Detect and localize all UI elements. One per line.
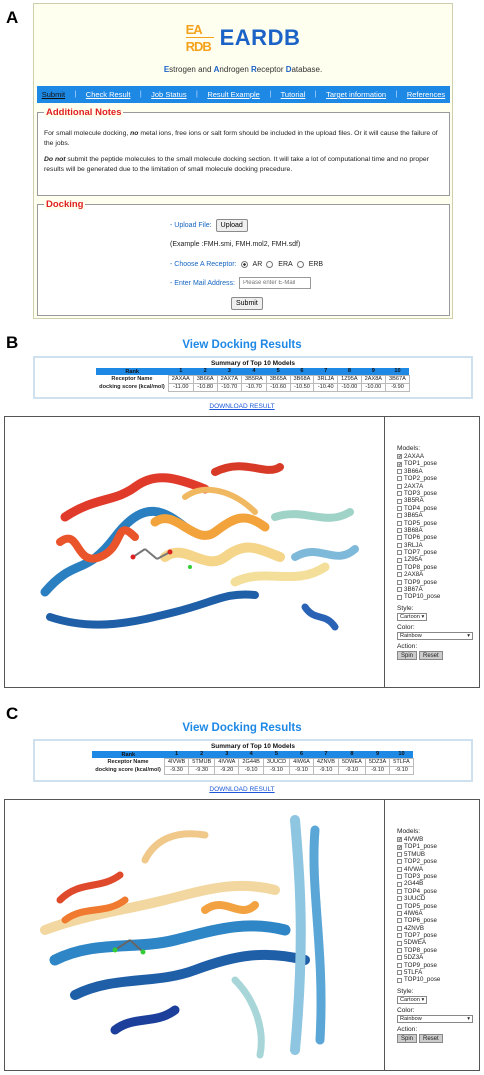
table-row: docking score (kcal/mol) -11.00 -10.80 -10.70 -10.70 -10.60 -10.50 -10.40 -10.00 -10.00 -9.90	[96, 383, 409, 391]
radio-ar[interactable]	[241, 261, 248, 268]
model-label: 3B65A	[404, 512, 423, 520]
model-checkbox-item[interactable]	[397, 851, 479, 858]
model-label: 1Z95A	[404, 556, 423, 564]
checkbox[interactable]	[397, 852, 402, 857]
model-checkbox-item[interactable]	[397, 520, 479, 527]
model-checkbox-item[interactable]	[397, 460, 479, 467]
model-label: 3UUCD	[404, 895, 426, 903]
model-label: TOP4_pose	[404, 887, 437, 895]
action-label: Action:	[397, 1025, 418, 1033]
eardb-logo: EA RDB	[186, 21, 214, 55]
model-label: 4IVWA	[404, 865, 424, 873]
nav-references[interactable]: References	[406, 90, 446, 99]
models-label: Models:	[397, 445, 421, 452]
mail-label: - Enter Mail Address:	[170, 279, 235, 287]
models-label: Models:	[397, 828, 421, 835]
model-label: 4IVWB	[404, 836, 424, 843]
reset-button[interactable]: Reset	[419, 651, 443, 660]
site-subtitle: Estrogen and Androgen Receptor Database.	[163, 65, 323, 74]
checkbox[interactable]	[397, 896, 402, 901]
eardb-submit-page	[33, 3, 453, 319]
panel-label-b: B	[6, 333, 19, 352]
model-label: 3B68A	[404, 526, 423, 534]
style-label: Style:	[397, 987, 414, 995]
nav-check-result[interactable]: Check Result	[85, 90, 131, 99]
model-checkbox-item[interactable]	[397, 453, 479, 460]
model-label: TOP3_pose	[404, 489, 437, 497]
checkbox[interactable]	[397, 513, 402, 518]
model-label: TOP7_pose	[404, 932, 437, 940]
model-label: TOP8_pose	[404, 563, 437, 571]
model-label: TOP6_pose	[404, 534, 437, 542]
email-field[interactable]	[239, 277, 311, 289]
model-checkbox-item[interactable]	[397, 556, 479, 563]
model-checkbox-item[interactable]	[397, 939, 479, 946]
checkbox[interactable]	[397, 904, 402, 909]
nav-target-information[interactable]: Target information	[326, 90, 387, 99]
checkbox[interactable]	[397, 528, 402, 533]
model-checkbox-item[interactable]	[397, 888, 479, 895]
download-result-link-c[interactable]: DOWNLOAD RESULT	[209, 786, 275, 793]
checkbox[interactable]	[397, 955, 402, 960]
protein-ribbon-render	[5, 417, 385, 687]
model-label: 3RLJA	[404, 541, 423, 549]
model-checkbox-item[interactable]	[397, 586, 479, 593]
model-label: TOP2_pose	[404, 858, 437, 866]
checkbox[interactable]	[397, 948, 402, 953]
color-select[interactable]: Rainbow ▾	[397, 1015, 473, 1023]
radio-era[interactable]	[266, 261, 273, 268]
checkbox[interactable]	[397, 499, 402, 504]
model-checkbox-item[interactable]	[397, 969, 479, 976]
checkbox[interactable]	[397, 595, 402, 600]
model-checkbox-item[interactable]	[397, 549, 479, 556]
checkbox[interactable]	[397, 572, 402, 577]
protein-3d-canvas[interactable]	[5, 417, 385, 687]
model-label: 3B5RA	[404, 497, 424, 505]
model-checkbox-item[interactable]	[397, 512, 479, 519]
results-title-c: View Docking Results	[182, 722, 302, 734]
model-checkbox-item[interactable]	[397, 962, 479, 969]
model-label: TOP1_pose	[404, 460, 437, 468]
model-label: 4ZNVB	[404, 924, 424, 932]
site-title: EARDB	[219, 25, 301, 50]
model-checkbox-item[interactable]	[397, 505, 479, 512]
checkbox[interactable]	[397, 963, 402, 968]
radio-erb[interactable]	[297, 261, 304, 268]
model-label: TOP9_pose	[404, 578, 437, 586]
summary-title-b: Summary of Top 10 Models	[210, 360, 296, 367]
checkbox[interactable]: ✓	[398, 461, 403, 468]
nav-submit[interactable]: Submit	[41, 90, 66, 99]
summary-title-c: Summary of Top 10 Models	[210, 743, 296, 750]
checkbox[interactable]: ✓	[398, 844, 403, 851]
notes-title: Additional Notes	[46, 107, 122, 118]
checkbox[interactable]	[397, 535, 402, 540]
checkbox[interactable]: ✓	[398, 454, 403, 461]
model-label: TOP9_pose	[404, 961, 437, 969]
additional-notes-section	[37, 107, 450, 196]
summary-table-c	[33, 739, 473, 782]
model-label: TOP10_pose	[404, 976, 441, 984]
table-row: Receptor Name 4IVWB 5TMUB 4IVWA 2G44B 3UUCD 4IW6A 4ZNVB 5DWEA 5DZ3A 5TLFA	[92, 758, 413, 766]
model-checkbox-item[interactable]	[397, 954, 479, 961]
model-checkbox-item[interactable]	[397, 490, 479, 497]
protein-3d-canvas[interactable]	[5, 800, 385, 1070]
model-checkbox-item[interactable]	[397, 564, 479, 571]
model-label: TOP8_pose	[404, 946, 437, 954]
model-checkbox-item[interactable]	[397, 497, 479, 504]
summary-table-b	[33, 356, 473, 399]
style-label: Style:	[397, 604, 414, 612]
model-checkbox-item[interactable]	[397, 542, 479, 549]
table-row: Rank 1 2 3 4 5 6 7 8 9 10	[96, 368, 409, 375]
checkbox[interactable]	[397, 484, 402, 489]
model-checkbox-item[interactable]	[397, 836, 479, 843]
note-paragraph-1: For small molecule docking, no metal ions, free ions or salt form should be included in the upload files. Or it will cause the failure of the jobs.	[44, 130, 438, 147]
upload-button[interactable]: Upload	[216, 219, 248, 232]
checkbox[interactable]	[397, 978, 402, 983]
color-label: Color:	[397, 623, 415, 631]
color-select[interactable]: Rainbow ▾	[397, 632, 473, 640]
model-label: TOP6_pose	[404, 917, 437, 925]
checkbox[interactable]	[397, 933, 402, 938]
model-label: 5DWEA	[404, 939, 427, 947]
style-select[interactable]: Cartoon ▾	[397, 613, 427, 621]
model-checkbox-item[interactable]	[397, 468, 479, 475]
model-checkbox-item[interactable]	[397, 910, 479, 917]
model-checkbox-item[interactable]	[397, 858, 479, 865]
checkbox[interactable]	[397, 476, 402, 481]
checkbox[interactable]	[397, 543, 402, 548]
model-label: 2G44B	[404, 880, 424, 888]
checkbox[interactable]	[397, 580, 402, 585]
checkbox[interactable]	[397, 521, 402, 526]
checkbox[interactable]: ✓	[398, 837, 403, 844]
table-row: Receptor Name 2AXAA 3B66A 2AX7A 3B5RA 3B65A 3B68A 3RLJA 1Z95A 2AX8A 3B67A	[96, 375, 409, 383]
model-label: TOP2_pose	[404, 475, 437, 483]
spin-button[interactable]: Spin	[397, 1034, 417, 1043]
checkbox[interactable]	[397, 558, 402, 563]
model-label: 3B67A	[404, 586, 423, 594]
model-checkbox-item[interactable]	[397, 903, 479, 910]
checkbox[interactable]	[397, 506, 402, 511]
reset-button[interactable]: Reset	[419, 1034, 443, 1043]
docking-section: Docking - Upload File: Upload (Example :FMH.smi, FMH.mol2, FMH.sdf) - Choose A Receptor: AR ERA ERB - Enter Mail Address: Please enter E-Mail Submit	[37, 204, 450, 316]
example-text: (Example :FMH.smi, FMH.mol2, FMH.sdf)	[170, 241, 301, 248]
style-select[interactable]: Cartoon ▾	[397, 996, 427, 1004]
model-checkbox-item[interactable]	[397, 579, 479, 586]
checkbox[interactable]	[397, 889, 402, 894]
viewer-controls-c	[397, 828, 479, 1043]
docking-title: Docking	[46, 199, 84, 210]
model-checkbox-item[interactable]	[397, 527, 479, 534]
nav-job-status[interactable]: Job Status	[151, 90, 187, 99]
model-checkbox-item[interactable]	[397, 534, 479, 541]
model-label: 3B66A	[404, 467, 423, 475]
receptor-label: - Choose A Receptor:	[170, 261, 237, 268]
checkbox[interactable]	[397, 867, 402, 872]
model-checkbox-item[interactable]	[397, 917, 479, 924]
nav-tutorial[interactable]: Tutorial	[280, 90, 306, 99]
checkbox[interactable]	[397, 882, 402, 887]
checkbox[interactable]	[397, 491, 402, 496]
model-checkbox-item[interactable]	[397, 895, 479, 902]
molecule-viewer-c	[4, 799, 480, 1071]
site-header	[34, 18, 452, 58]
main-nav: Submit | Check Result | Job Status | Result Example | Tutorial | Target information | References	[37, 86, 450, 103]
checkbox[interactable]	[397, 941, 402, 946]
results-title-b: View Docking Results	[182, 339, 302, 351]
model-checkbox-item[interactable]	[397, 843, 479, 850]
checkbox[interactable]	[397, 970, 402, 975]
model-checkbox-item[interactable]	[397, 925, 479, 932]
color-label: Color:	[397, 1006, 415, 1014]
model-checkbox-item[interactable]	[397, 475, 479, 482]
model-checkbox-item[interactable]	[397, 947, 479, 954]
model-label: TOP10_pose	[404, 593, 441, 601]
panel-label-c: C	[6, 704, 19, 723]
spin-button[interactable]: Spin	[397, 651, 417, 660]
model-checkbox-item[interactable]	[397, 976, 479, 983]
model-label: 5TLFA	[404, 969, 423, 977]
table-row: docking score (kcal/mol) -9.30 -9.30 -9.20 -9.10 -9.10 -9.10 -9.10 -9.10 -9.10 -9.10	[92, 766, 413, 774]
model-checkbox-item[interactable]	[397, 483, 479, 490]
action-label: Action:	[397, 642, 418, 650]
model-label: 5TMUB	[404, 850, 425, 858]
download-result-link-b[interactable]: DOWNLOAD RESULT	[209, 403, 275, 410]
checkbox[interactable]	[397, 911, 402, 916]
upload-file-label: - Upload File:	[170, 222, 212, 229]
model-checkbox-item[interactable]	[397, 873, 479, 880]
checkbox[interactable]	[397, 469, 402, 474]
protein-ribbon-render	[5, 800, 385, 1070]
checkbox[interactable]	[397, 918, 402, 923]
submit-button[interactable]: Submit	[231, 297, 263, 310]
model-checkbox-item[interactable]	[397, 593, 479, 600]
model-checkbox-item[interactable]	[397, 866, 479, 873]
nav-result-example[interactable]: Result Example	[207, 90, 260, 99]
molecule-viewer-b	[4, 416, 480, 688]
model-label: TOP1_pose	[404, 843, 437, 851]
model-label: TOP4_pose	[404, 504, 437, 512]
model-label: 5DZ3A	[404, 954, 424, 962]
model-label: 2AX8A	[404, 571, 424, 579]
checkbox[interactable]	[397, 926, 402, 931]
viewer-controls-b	[397, 445, 479, 660]
model-label: TOP5_pose	[404, 902, 437, 910]
table-row: Rank 1 2 3 4 5 6 7 8 9 10	[92, 751, 413, 758]
model-label: 2AX7A	[404, 482, 424, 490]
model-label: TOP5_pose	[404, 519, 437, 527]
model-checkbox-item[interactable]	[397, 932, 479, 939]
checkbox[interactable]	[397, 587, 402, 592]
model-checkbox-item[interactable]	[397, 571, 479, 578]
checkbox[interactable]	[397, 550, 402, 555]
checkbox[interactable]	[397, 565, 402, 570]
note-paragraph-2: Do not submit the peptide molecules to the small molecule docking section. It will take a lot of computational time and no proper results will be generated due to the limitation of small molecule docking precedure.	[44, 156, 429, 173]
checkbox[interactable]	[397, 859, 402, 864]
model-label: 2AXAA	[404, 453, 424, 460]
model-label: TOP3_pose	[404, 872, 437, 880]
model-label: TOP7_pose	[404, 549, 437, 557]
panel-label-a: A	[6, 8, 19, 27]
model-checkbox-item[interactable]	[397, 880, 479, 887]
model-label: 4IW6A	[404, 909, 423, 917]
checkbox[interactable]	[397, 874, 402, 879]
